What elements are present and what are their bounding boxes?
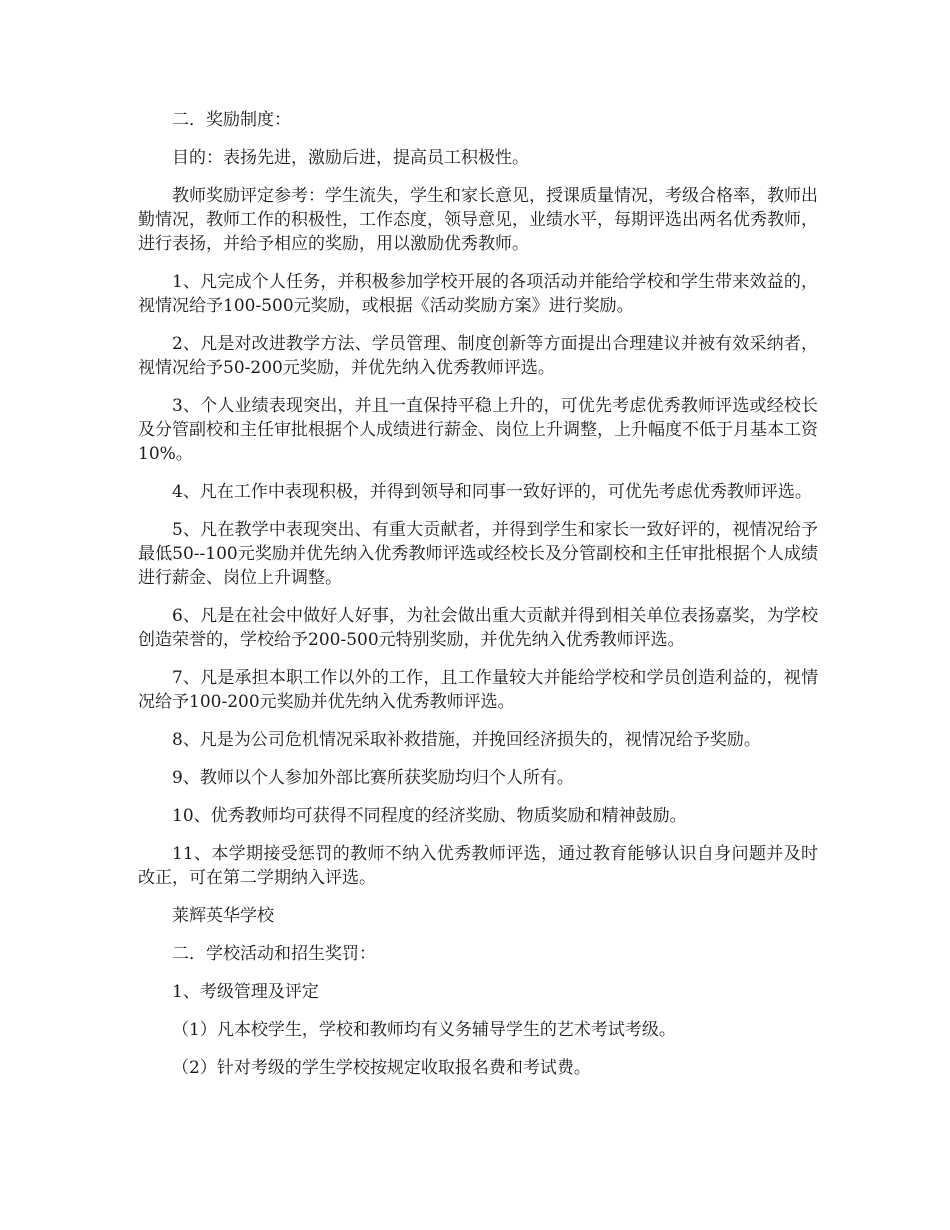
exam-item-2: （2）针对考级的学生学校按规定收取报名费和考试费。	[172, 1058, 591, 1078]
evaluation-criteria-paragraph: 教师奖励评定参考：学生流失，学生和家长意见，授课质量情况，考级合格率，教师出勤情况，教师工作的积极性，工作态度，领导意见，业绩水平，每期评选出两名优秀教师，进行表扬，并给予相应的奖励，用以激励优秀教师。	[138, 186, 818, 254]
exam-item-1: （1）凡本校学生，学校和教师均有义务辅导学生的艺术考试考级。	[172, 1020, 676, 1040]
document-body	[138, 108, 818, 1094]
reward-item-11: 11、本学期接受惩罚的教师不纳入优秀教师评选，通过教育能够认识自身问题并及时改正，可在第二学期纳入评选。	[138, 844, 818, 888]
reward-item-7: 7、凡是承担本职工作以外的工作，且工作量较大并能给学校和学员创造利益的，视情况给予100-200元奖励并优先纳入优秀教师评选。	[138, 668, 818, 712]
reward-item-3: 3、个人业绩表现突出，并且一直保持平稳上升的，可优先考虑优秀教师评选或经校长及分管副校和主任审批根据个人成绩进行薪金、岗位上升调整，上升幅度不低于月基本工资10%。	[138, 396, 818, 464]
subsection-heading-exams: 1、考级管理及评定	[172, 982, 319, 1002]
section-heading-activities: 二．学校活动和招生奖罚：	[172, 944, 376, 964]
reward-item-1: 1、凡完成个人任务，并积极参加学校开展的各项活动并能给学校和学生带来效益的，视情况给予100-500元奖励，或根据《活动奖励方案》进行奖励。	[138, 272, 818, 316]
reward-item-5: 5、凡在教学中表现突出、有重大贡献者，并得到学生和家长一致好评的，视情况给予最低50--100元奖励并优先纳入优秀教师评选或经校长及分管副校和主任审批根据个人成绩进行薪金、岗位上升调整。	[138, 520, 818, 588]
section-heading-rewards: 二．奖励制度：	[172, 110, 291, 130]
reward-item-2: 2、凡是对改进教学方法、学员管理、制度创新等方面提出合理建议并被有效采纳者，视情况给予50-200元奖励，并优先纳入优秀教师评选。	[138, 334, 818, 378]
reward-item-8: 8、凡是为公司危机情况采取补救措施，并挽回经济损失的，视情况给予奖励。	[172, 730, 761, 750]
reward-item-9: 9、教师以个人参加外部比赛所获奖励均归个人所有。	[172, 768, 574, 788]
reward-item-6: 6、凡是在社会中做好人好事，为社会做出重大贡献并得到相关单位表扬嘉奖，为学校创造荣誉的，学校给予200-500元特别奖励，并优先纳入优秀教师评选。	[138, 606, 818, 650]
reward-item-10: 10、优秀教师均可获得不同程度的经济奖励、物质奖励和精神鼓励。	[172, 806, 687, 826]
purpose-paragraph: 目的：表扬先进，激励后进，提高员工积极性。	[172, 148, 529, 168]
reward-item-4: 4、凡在工作中表现积极，并得到领导和同事一致好评的，可优先考虑优秀教师评选。	[172, 482, 812, 502]
school-name: 莱辉英华学校	[172, 906, 274, 926]
